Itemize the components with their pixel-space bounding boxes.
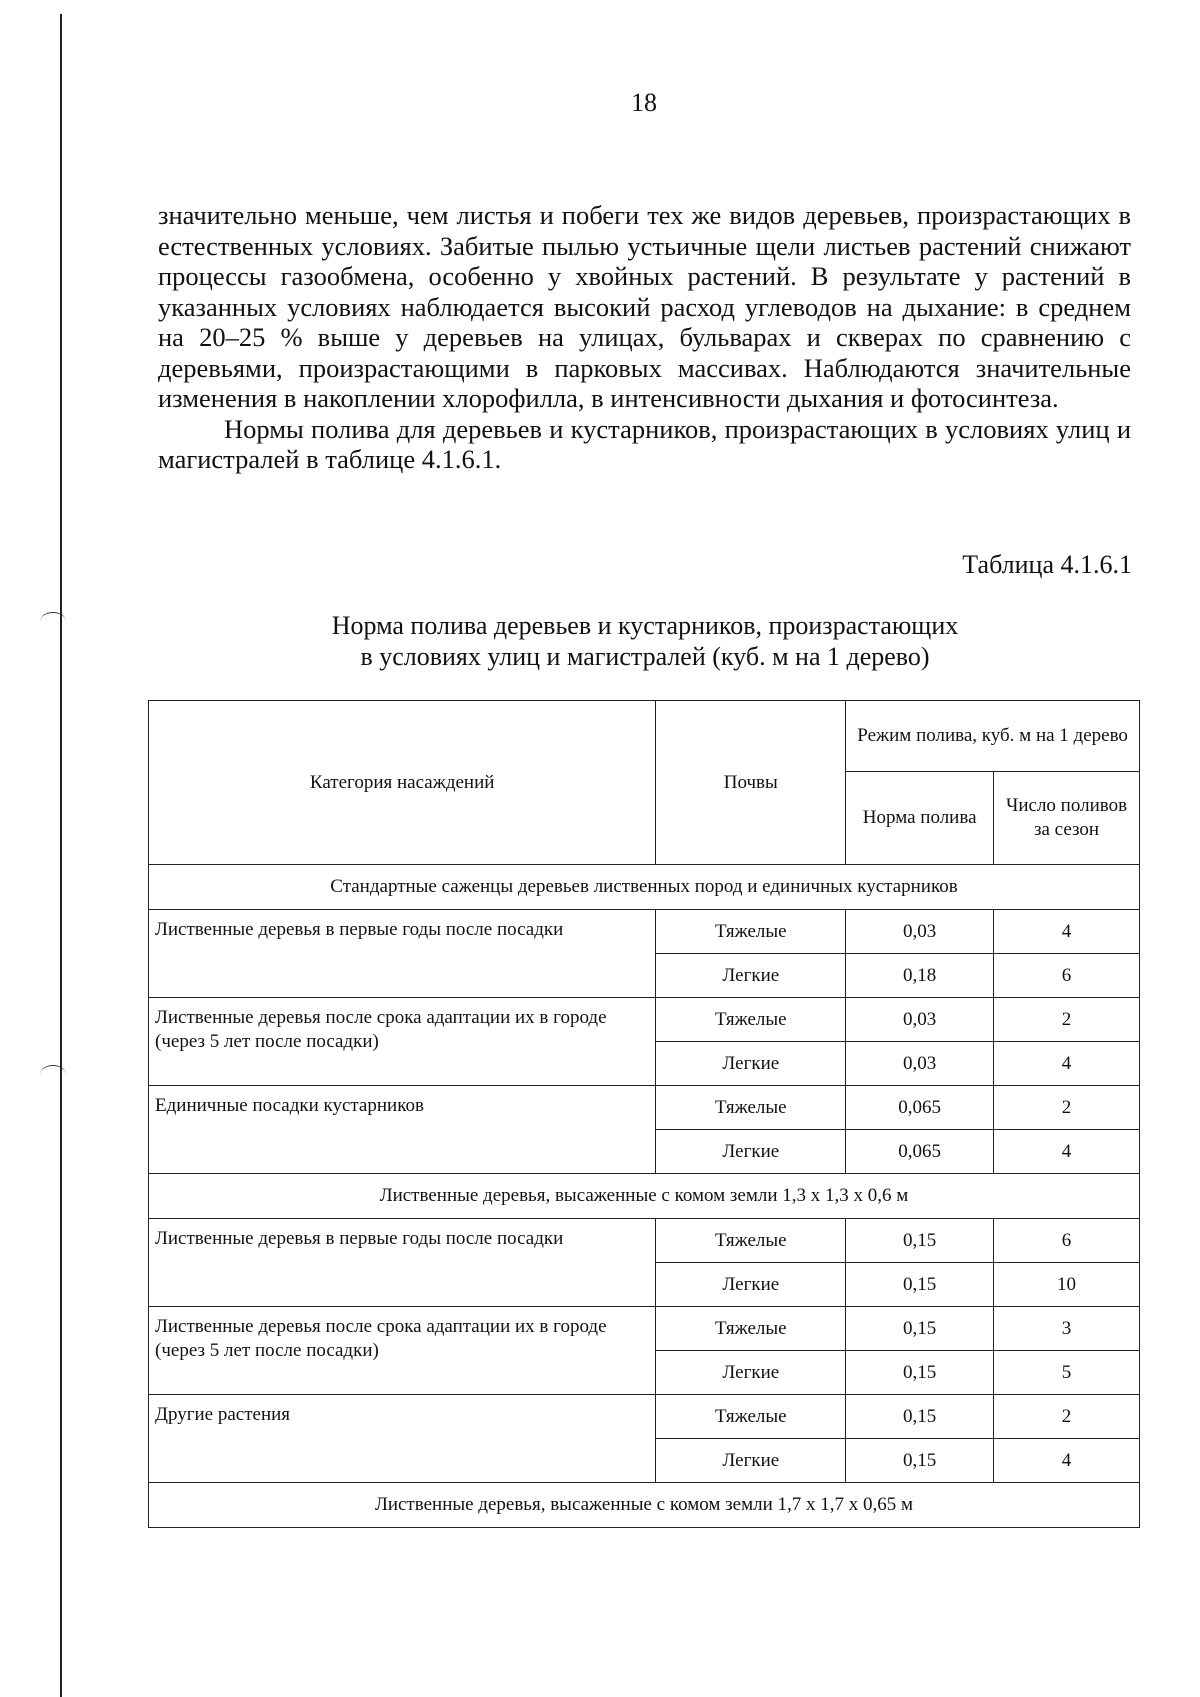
norm-cell: 0,065 [846, 1086, 994, 1130]
table-header [149, 701, 1140, 865]
header-norm: Норма полива [846, 772, 994, 865]
norm-cell: 0,15 [846, 1351, 994, 1395]
soil-cell: Тяжелые [656, 1395, 846, 1439]
section-row [149, 1483, 1140, 1528]
count-cell: 3 [994, 1307, 1140, 1351]
count-cell: 2 [994, 1086, 1140, 1130]
table-body [149, 865, 1140, 1528]
table-row [149, 1219, 1140, 1263]
category-cell: Лиственные деревья после срока адаптации их в городе (через 5 лет после посадки) [149, 1307, 656, 1395]
norm-cell: 0,15 [846, 1439, 994, 1483]
body-text [158, 200, 1131, 475]
norm-cell: 0,15 [846, 1263, 994, 1307]
soil-cell: Легкие [656, 1263, 846, 1307]
norm-cell: 0,03 [846, 1042, 994, 1086]
count-cell: 4 [994, 1439, 1140, 1483]
header-count: Число поливов за сезон [994, 772, 1140, 865]
header-category: Категория насаждений [149, 701, 656, 865]
binding-margin-line [60, 14, 62, 1697]
norm-cell: 0,15 [846, 1307, 994, 1351]
count-cell: 10 [994, 1263, 1140, 1307]
count-cell: 6 [994, 1219, 1140, 1263]
soil-cell: Тяжелые [656, 998, 846, 1042]
watering-norms-table [148, 700, 1140, 1528]
soil-cell: Легкие [656, 1042, 846, 1086]
section-title: Стандартные саженцы деревьев лиственных пород и единичных кустарников [149, 865, 1140, 910]
paragraph-continuation: значительно меньше, чем листья и побеги тех же видов деревьев, произрастающих в естественных условиях. Забитые пылью устьичные щели листьев растений снижают процессы газообмена, особенно у хвойных растений. В результате у растений в указанных условиях наблюдается высокий расход углеводов на дыхание: в среднем на 20–25 % выше у деревьев на улицах, бульварах и скверах по сравнению с деревьями, произрастающими в парковых массивах. Наблюдаются значительные изменения в накоплении хлорофилла, в интенсивности дыхания и фотосинтеза. [158, 200, 1131, 413]
category-cell: Лиственные деревья в первые годы после посадки [149, 910, 656, 998]
binding-tick-mark [40, 612, 66, 631]
table-title-line-1: Норма полива деревьев и кустарников, произрастающих [331, 611, 959, 640]
soil-cell: Тяжелые [656, 1219, 846, 1263]
header-watering-mode: Режим полива, куб. м на 1 дерево [846, 701, 1140, 772]
paragraph-watering-norms: Нормы полива для деревьев и кустарников, произрастающих в условиях улиц и магистралей в таблице 4.1.6.1. [158, 413, 1131, 474]
table-row [149, 1395, 1140, 1439]
category-cell: Лиственные деревья в первые годы после посадки [149, 1219, 656, 1307]
soil-cell: Легкие [656, 1351, 846, 1395]
soil-cell: Легкие [656, 954, 846, 998]
table-label: Таблица 4.1.6.1 [962, 550, 1132, 579]
norm-cell: 0,03 [846, 998, 994, 1042]
soil-cell: Легкие [656, 1130, 846, 1174]
soil-cell: Легкие [656, 1439, 846, 1483]
count-cell: 6 [994, 954, 1140, 998]
section-row [149, 1174, 1140, 1219]
norm-cell: 0,065 [846, 1130, 994, 1174]
table-title-line-2: в условиях улиц и магистралей (куб. м на 1 дерево) [360, 642, 930, 671]
section-title: Лиственные деревья, высаженные с комом земли 1,3 х 1,3 х 0,6 м [149, 1174, 1140, 1219]
count-cell: 2 [994, 998, 1140, 1042]
norm-cell: 0,15 [846, 1395, 994, 1439]
section-row [149, 865, 1140, 910]
table-title [150, 610, 1140, 672]
page-number: 18 [631, 88, 657, 117]
norm-cell: 0,15 [846, 1219, 994, 1263]
table-row [149, 1307, 1140, 1351]
category-cell: Лиственные деревья после срока адаптации их в городе (через 5 лет после посадки) [149, 998, 656, 1086]
norm-cell: 0,03 [846, 910, 994, 954]
table-row [149, 910, 1140, 954]
soil-cell: Тяжелые [656, 1307, 846, 1351]
count-cell: 4 [994, 910, 1140, 954]
section-title: Лиственные деревья, высаженные с комом земли 1,7 х 1,7 х 0,65 м [149, 1483, 1140, 1528]
count-cell: 5 [994, 1351, 1140, 1395]
soil-cell: Тяжелые [656, 910, 846, 954]
norm-cell: 0,18 [846, 954, 994, 998]
table-row [149, 1086, 1140, 1130]
header-soil: Почвы [656, 701, 846, 865]
category-cell: Другие растения [149, 1395, 656, 1483]
binding-tick-mark [40, 1065, 66, 1084]
count-cell: 4 [994, 1130, 1140, 1174]
count-cell: 4 [994, 1042, 1140, 1086]
category-cell: Единичные посадки кустарников [149, 1086, 656, 1174]
count-cell: 2 [994, 1395, 1140, 1439]
soil-cell: Тяжелые [656, 1086, 846, 1130]
table-row [149, 998, 1140, 1042]
